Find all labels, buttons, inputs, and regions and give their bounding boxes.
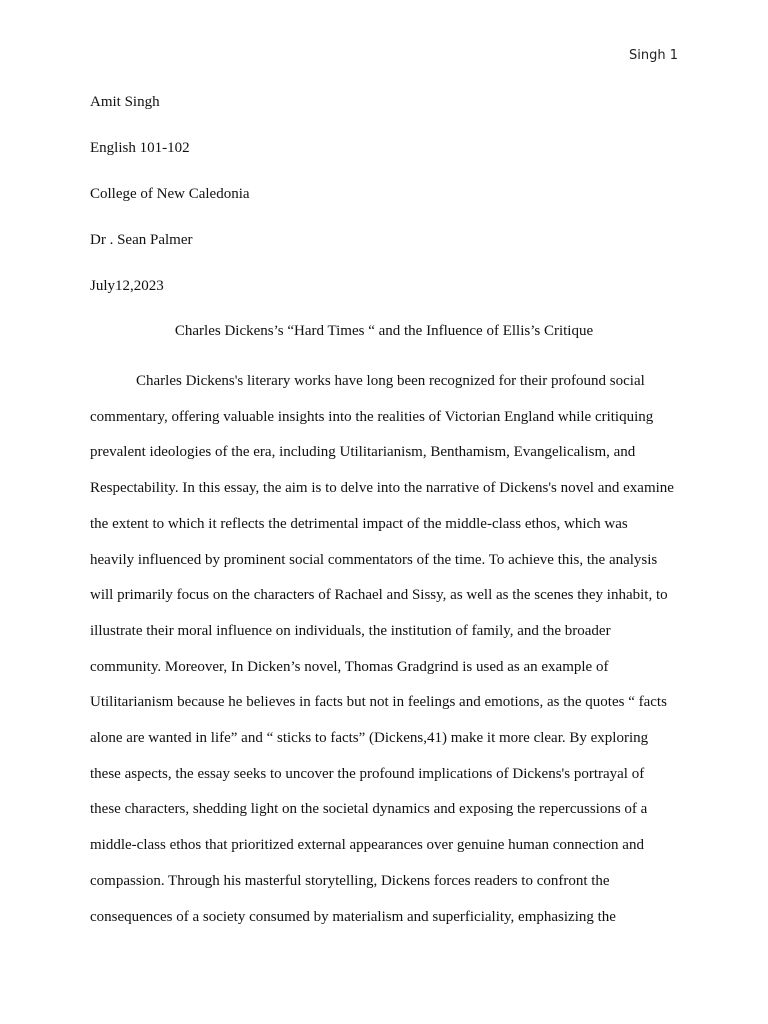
essay-body xyxy=(90,364,682,935)
body-line: community. Moreover, In Dicken’s novel, Thomas Gradgrind is used as an example of xyxy=(90,658,609,675)
instructor-name: Dr . Sean Palmer xyxy=(90,232,193,248)
body-line: illustrate their moral influence on individuals, the institution of family, and the broader xyxy=(90,622,611,639)
body-line: Respectability. In this essay, the aim is to delve into the narrative of Dickens's novel and examine xyxy=(90,480,674,497)
essay-title: Charles Dickens’s “Hard Times “ and the Influence of Ellis’s Critique xyxy=(174,323,594,339)
body-line: alone are wanted in life” and “ sticks to facts” (Dickens,41) make it more clear. By exploring xyxy=(90,730,649,747)
course-name: English 101-102 xyxy=(90,140,190,156)
author-name: Amit Singh xyxy=(90,94,160,110)
institution-name: College of New Caledonia xyxy=(90,186,250,202)
body-line: prevalent ideologies of the era, including Utilitarianism, Benthamism, Evangelicalism, and xyxy=(90,444,636,461)
body-line: middle-class ethos that prioritized external appearances over genuine human connection and xyxy=(90,837,644,854)
essay-date: July12,2023 xyxy=(90,278,164,294)
body-line: compassion. Through his masterful storytelling, Dickens forces readers to confront the xyxy=(90,872,610,889)
body-line: Charles Dickens's literary works have long been recognized for their profound social xyxy=(136,373,645,389)
body-line: these characters, shedding light on the societal dynamics and exposing the repercussions of a xyxy=(90,801,648,818)
body-line: heavily influenced by prominent social commentators of the time. To achieve this, the analysis xyxy=(90,551,658,568)
body-line: will primarily focus on the characters of Rachael and Sissy, as well as the scenes they inhabit, to xyxy=(90,587,668,604)
running-head: Singh 1 xyxy=(629,48,678,63)
body-line: consequences of a society consumed by materialism and superficiality, emphasizing the xyxy=(90,908,616,925)
body-line: Utilitarianism because he believes in facts but not in feelings and emotions, as the quotes “ facts xyxy=(90,694,667,711)
body-line: commentary, offering valuable insights into the realities of Victorian England while critiquing xyxy=(90,408,654,425)
body-line: these aspects, the essay seeks to uncover the profound implications of Dickens's portrayal of xyxy=(90,765,645,782)
body-line: the extent to which it reflects the detrimental impact of the middle-class ethos, which was xyxy=(90,515,628,532)
